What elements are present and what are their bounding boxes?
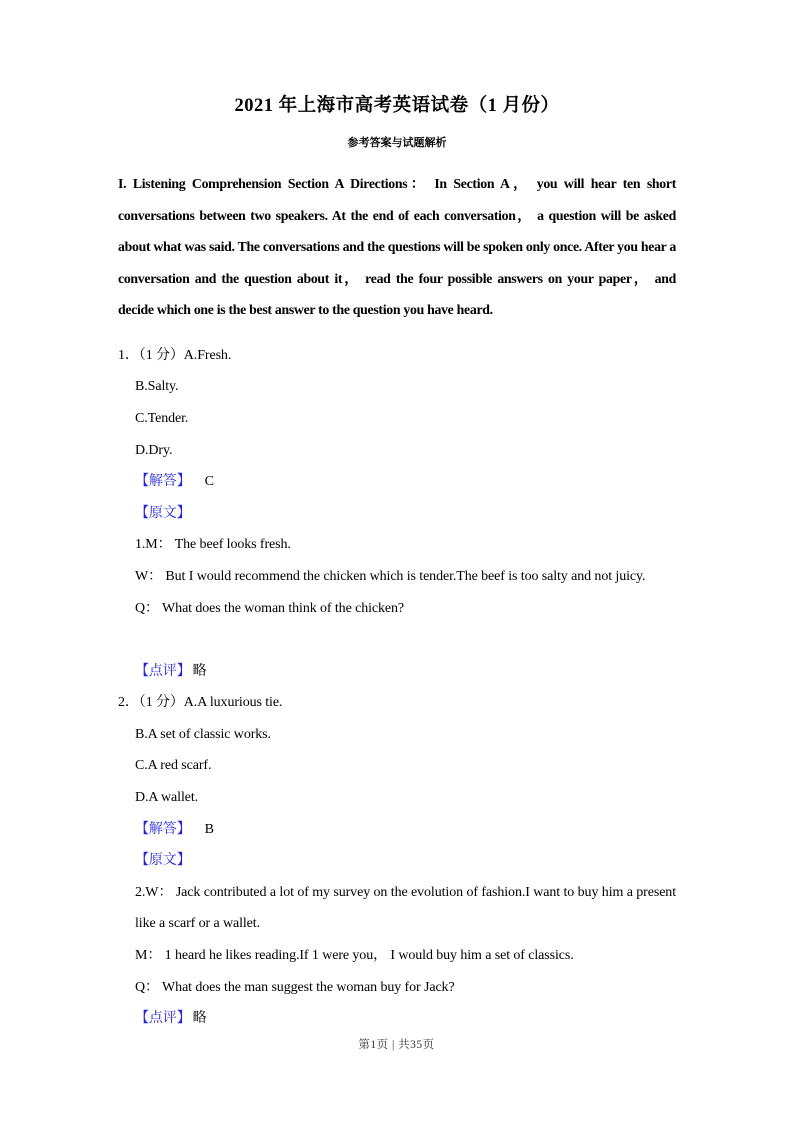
answer-label: 【解答】 bbox=[135, 821, 191, 837]
comment-value: 略 bbox=[192, 663, 207, 679]
comment-value: 略 bbox=[192, 1011, 207, 1027]
section-directions: I. Listening Comprehension Section A Directions： In Section A， you will hear ten short conversations between two speakers. At the end of each conversation， a question will be asked about what was said. The conversations and the questions will be spoken only once. After you hear a conversation and the question about it， read the four possible answers on your paper， and decide which one is the best answer to the question you have heard. bbox=[118, 176, 676, 318]
source-label: 【原文】 bbox=[135, 853, 191, 869]
source-line bbox=[135, 845, 676, 877]
question-stem: 1．（1 分）A.Fresh. bbox=[118, 347, 232, 363]
option-b: B.Salty. bbox=[135, 379, 179, 395]
transcript-line: 2.W： Jack contributed a lot of my survey on the evolution of fashion.I want to buy him a present like a scarf or a wallet. bbox=[135, 884, 676, 932]
transcript-line: Q： What does the man suggest the woman buy for Jack? bbox=[135, 979, 455, 995]
question-block-2 bbox=[118, 687, 676, 1035]
source-label: 【原文】 bbox=[135, 505, 191, 521]
document-title: 2021 年上海市高考英语试卷（1 月份） bbox=[234, 96, 560, 116]
option-d: D.A wallet. bbox=[135, 790, 199, 806]
answer-value: B bbox=[204, 821, 214, 837]
comment-line bbox=[135, 1003, 676, 1035]
answer-label: 【解答】 bbox=[135, 474, 191, 490]
document-subtitle: 参考答案与试题解析 bbox=[347, 137, 447, 149]
answer-line bbox=[135, 814, 676, 846]
page-footer bbox=[0, 1036, 793, 1052]
question-stem: 2．（1 分）A.A luxurious tie. bbox=[118, 695, 283, 711]
answer-line bbox=[135, 466, 676, 498]
comment-label: 【点评】 bbox=[135, 663, 191, 679]
comment-label: 【点评】 bbox=[135, 1011, 191, 1027]
option-c: C.Tender. bbox=[135, 410, 189, 426]
blank-line bbox=[118, 624, 676, 656]
transcript-line: Q： What does the woman think of the chicken? bbox=[135, 600, 405, 616]
source-line bbox=[135, 498, 676, 530]
question-block-1 bbox=[118, 340, 676, 688]
option-d: D.Dry. bbox=[135, 442, 173, 458]
option-c: C.A red scarf. bbox=[135, 758, 212, 774]
transcript-line: W： But I would recommend the chicken which is tender.The beef is too salty and not juicy. bbox=[135, 568, 646, 584]
comment-line bbox=[135, 656, 676, 688]
option-b: B.A set of classic works. bbox=[135, 726, 271, 742]
transcript-line: 1.M： The beef looks fresh. bbox=[135, 537, 291, 553]
page-number: 第1页 | 共35页 bbox=[358, 1039, 435, 1051]
transcript-line: M： 1 heard he likes reading.If 1 were you， I would buy him a set of classics. bbox=[135, 948, 574, 964]
answer-value: C bbox=[204, 474, 214, 490]
